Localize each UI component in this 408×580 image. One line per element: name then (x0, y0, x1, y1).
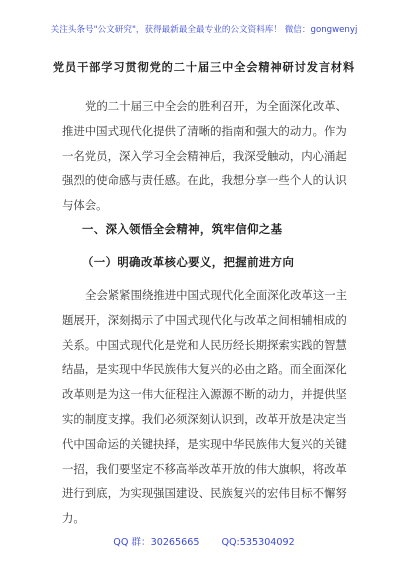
paragraph-line: 实的制度支撑。我们必须深刻认识到，改革开放是决定当 (62, 411, 347, 426)
paragraph-line: 推进中国式现代化提供了清晰的指南和强大的动力。作为 (62, 123, 347, 138)
section-heading: 一、深入领悟全会精神，筑牢信仰之基 (82, 222, 283, 236)
paragraph-line: 与体会。 (62, 198, 108, 213)
paragraph-line: 题展开，深刻揭示了中国式现代化与改革之间相辅相成的 (62, 312, 347, 327)
footer-contact (0, 534, 408, 548)
paragraph-line: 强烈的使命感与责任感。在此，我想分享一些个人的认识 (62, 173, 347, 188)
document-title: 党员干部学习贯彻党的二十届三中全会精神研讨发言材料 (52, 60, 356, 74)
footer-qq-group: QQ 群：30265665 (113, 537, 200, 548)
paragraph-line: 党的二十届三中全会的胜利召开，为全面深化改革、 (85, 99, 347, 113)
paragraph-line: 代中国命运的关键抉择，是实现中华民族伟大复兴的关键 (62, 436, 347, 451)
footer-qq: QQ:535304092 (221, 537, 295, 548)
paragraph-line: 进行到底，为实现强国建设、民族复兴的宏伟目标不懈努 (62, 486, 347, 501)
paragraph-line: 关系。中国式现代化是党和人民历经长期探索实践的智慧 (62, 337, 347, 352)
paragraph-intro (62, 94, 350, 218)
paragraph-line: 全会紧紧围绕推进中国式现代化全面深化改革这一主 (85, 288, 347, 302)
subsection-heading: （一）明确改革核心要义，把握前进方向 (82, 255, 295, 269)
paragraph-line: 力。 (62, 511, 85, 526)
paragraph-line: 结晶，是实现中华民族伟大复兴的必由之路。而全面深化 (62, 362, 347, 377)
paragraph-body (62, 283, 350, 531)
header-note: 关注头条号"公文研究"，获得最新最全最专业的公文资料库！ 微信：gongwenyj (50, 25, 358, 35)
paragraph-line: 一名党员，深入学习全会精神后，我深受触动，内心涌起 (62, 148, 347, 163)
paragraph-line: 一招，我们要坚定不移高举改革开放的伟大旗帜，将改革 (62, 461, 347, 476)
paragraph-line: 改革则是为这一伟大征程注入源源不断的动力，并提供坚 (62, 387, 347, 402)
